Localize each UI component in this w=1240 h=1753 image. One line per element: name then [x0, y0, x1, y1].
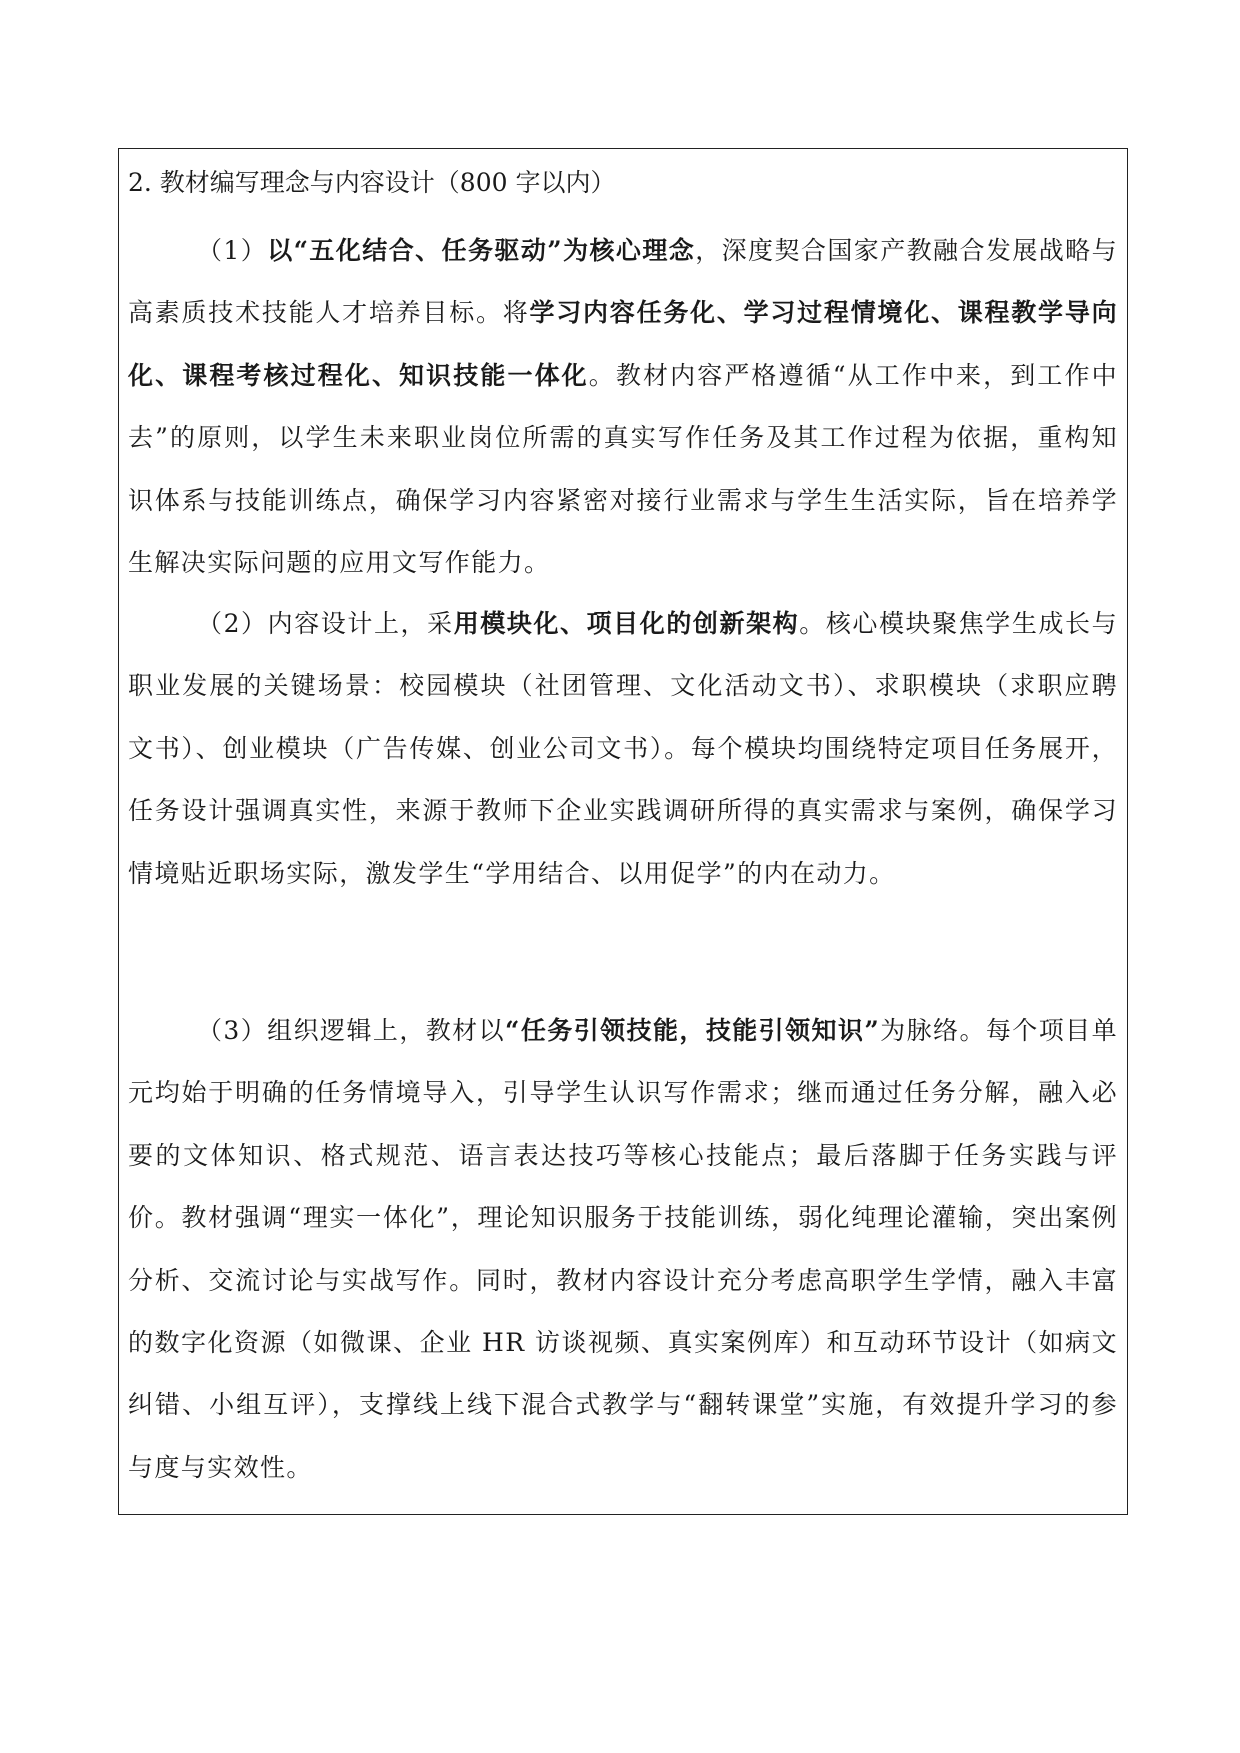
- p1-run-1: 以“五化结合、任务驱动”为核心理念: [267, 236, 696, 265]
- section-heading: 2. 教材编写理念与内容设计（800 字以内）: [128, 168, 616, 197]
- p2-run-1: 用模块化、项目化的创新架构: [453, 609, 800, 638]
- p3-run-2: 为脉络。每个项目单元均始于明确的任务情境导入，引导学生认识写作需求；继而通过任务分解，融入必要的文体知识、格式规范、语言表达技巧等核心技能点；最后落脚于任务实践与评价。教材强调“理实一体化”，理论知识服务于技能训练，弱化纯理论灌输，突出案例分析、交流讨论与实战写作。同时，教材内容设计充分考虑高职学生学情，融入丰富的数字化资源（如微课、企业 HR 访谈视频、真实案例库）和互动环节设计（如病文纠错、小组互评），支撑线上线下混合式教学与“翻转课堂”实施，有效提升学习的参与度与实效性。: [128, 1016, 1118, 1482]
- p2-run-0: （2）内容设计上，采: [197, 609, 454, 638]
- p1-run-4: 。教材内容严格遵循“从工作中来，到工作中去”的原则，以学生未来职业岗位所需的真实写作任务及其工作过程为依据，重构知识体系与技能训练点，确保学习内容紧密对接行业需求与学生生活实际，旨在培养学生解决实际问题的应用文写作能力。: [128, 360, 1118, 578]
- p3-run-0: （3）组织逻辑上，教材以: [197, 1016, 506, 1045]
- paragraph-2: [128, 593, 1118, 905]
- p1-run-0: （1）: [197, 236, 268, 265]
- p2-run-2: 。核心模块聚焦学生成长与职业发展的关键场景：校园模块（社团管理、文化活动文书）、求职模块（求职应聘文书）、创业模块（广告传媒、创业公司文书）。每个模块均围绕特定项目任务展开，任务设计强调真实性，来源于教师下企业实践调研所得的真实需求与案例，确保学习情境贴近职场实际，激发学生“学用结合、以用促学”的内在动力。: [128, 609, 1118, 888]
- paragraph-1: [128, 220, 1118, 594]
- p3-run-1: “任务引领技能，技能引领知识”: [505, 1016, 881, 1045]
- p1-run-3: 学习内容任务化、学习过程情境化、课程教学导向化、课程考核过程化、知识技能一体化: [128, 298, 1118, 390]
- paragraph-3: [128, 1000, 1118, 1499]
- p1-run-2: ，深度契合国家产教融合发展战略与高素质技术技能人才培养目标。将: [128, 236, 1118, 328]
